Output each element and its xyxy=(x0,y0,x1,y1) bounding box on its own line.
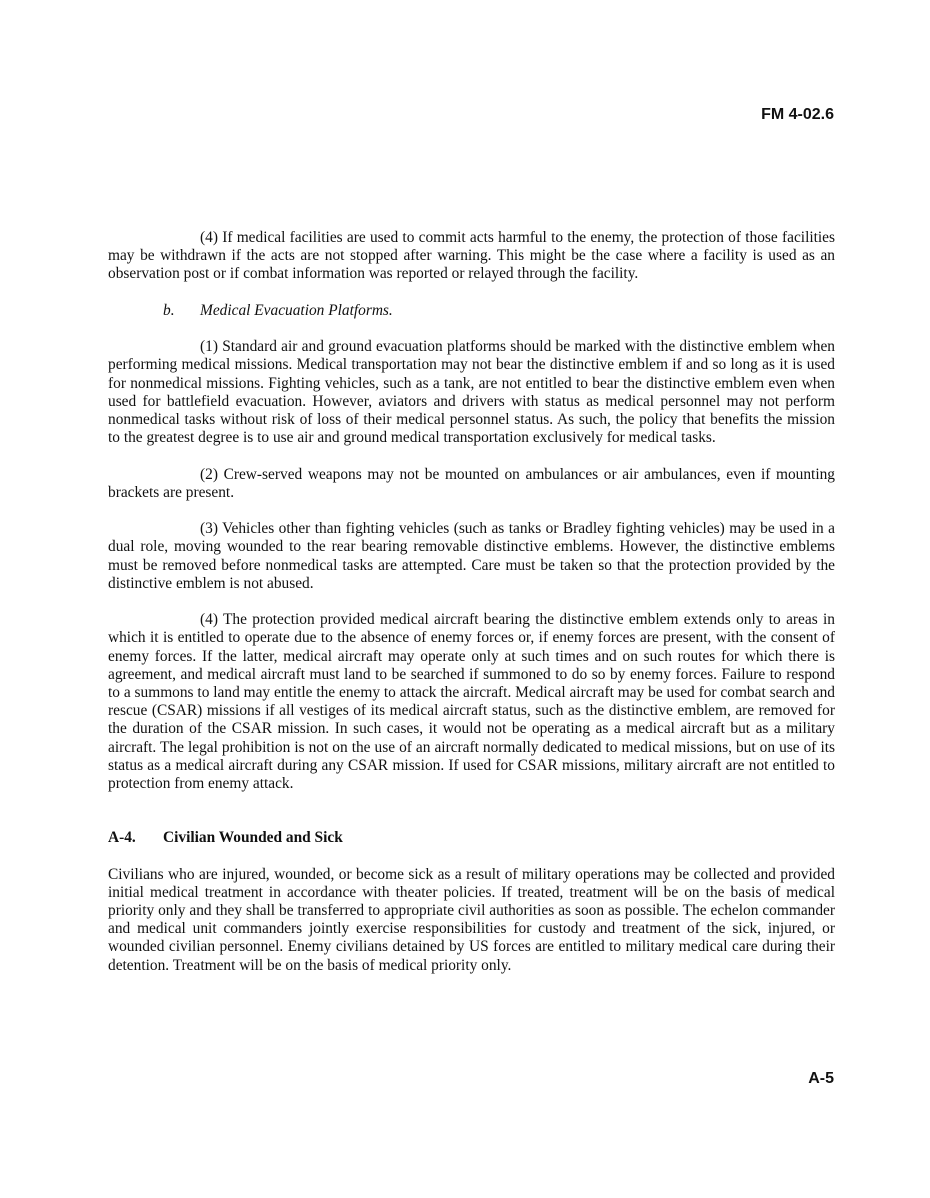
page-number-footer: A-5 xyxy=(808,1070,834,1087)
paragraph-b3: (3) Vehicles other than fighting vehicles (such as tanks or Bradley fighting vehicles) may be used in a dual role, moving wounded to the rear bearing removable distinctive emblems. However, the distinctive emblems must be removed before nonmedical tasks are attempted. Care must be taken so that the protection provided by the distinctive emblem is not abused. xyxy=(108,520,835,592)
section-number: A-4. xyxy=(108,829,136,847)
paragraph-civilian-wounded: Civilians who are injured, wounded, or become sick as a result of military operations may be collected and provided initial medical treatment in accordance with theater policies. If treated, treatment will be on the basis of medical priority only and they shall be transferred to appropriate civil authorities as soon as possible. The echelon commander and medical unit commanders jointly exercise responsibilities for custody and treatment of the sick, injured, or wounded civilian personnel. Enemy civilians detained by US forces are entitled to military medical care during their detention. Treatment will be on the basis of medical priority only. xyxy=(108,865,835,974)
subheading-title: Medical Evacuation Platforms. xyxy=(200,301,393,319)
subheading-medical-evacuation-platforms xyxy=(108,302,835,320)
page-body xyxy=(108,229,835,993)
section-title: Civilian Wounded and Sick xyxy=(163,829,343,847)
paragraph-b4: (4) The protection provided medical aircraft bearing the distinctive emblem extends only to areas in which it is entitled to operate due to the absence of enemy forces or, if enemy forces are present, with the consent of enemy forces. If the latter, medical aircraft may operate only at such times and on such routes for which there is agreement, and medical aircraft must land to be searched if summoned to do so by enemy forces. Failure to respond to a summons to land may entitle the enemy to attack the aircraft. Medical aircraft may be used for combat search and rescue (CSAR) missions if all vestiges of its medical aircraft status, such as the distinctive emblem, are removed for the duration of the CSAR mission. In such cases, it would not be operating as a medical aircraft but as a military aircraft. The legal prohibition is not on the use of an aircraft normally dedicated to medical missions, but on use of its status as a medical aircraft during any CSAR mission. If used for CSAR missions, military aircraft are not entitled to protection from enemy attack. xyxy=(108,611,835,793)
document-id-header: FM 4-02.6 xyxy=(761,106,834,123)
section-heading-a4 xyxy=(108,829,835,847)
paragraph-a4: (4) If medical facilities are used to commit acts harmful to the enemy, the protection of those facilities may be withdrawn if the acts are not stopped after warning. This might be the case where a facility is used as an observation post or if combat information was reported or relayed through the facility. xyxy=(108,229,835,283)
paragraph-b1: (1) Standard air and ground evacuation platforms should be marked with the distinctive emblem when performing medical missions. Medical transportation may not bear the distinctive emblem if and so long as it is used for nonmedical missions. Fighting vehicles, such as a tank, are not entitled to bear the distinctive emblem even when used for battlefield evacuation. However, aviators and drivers with status as medical personnel may not perform nonmedical tasks without risk of loss of their medical personnel status. As such, the policy that benefits the mission to the greatest degree is to use air and ground medical transportation exclusively for medical tasks. xyxy=(108,338,835,447)
subheading-letter: b. xyxy=(163,301,175,319)
paragraph-b2: (2) Crew-served weapons may not be mounted on ambulances or air ambulances, even if mounting brackets are present. xyxy=(108,465,835,501)
